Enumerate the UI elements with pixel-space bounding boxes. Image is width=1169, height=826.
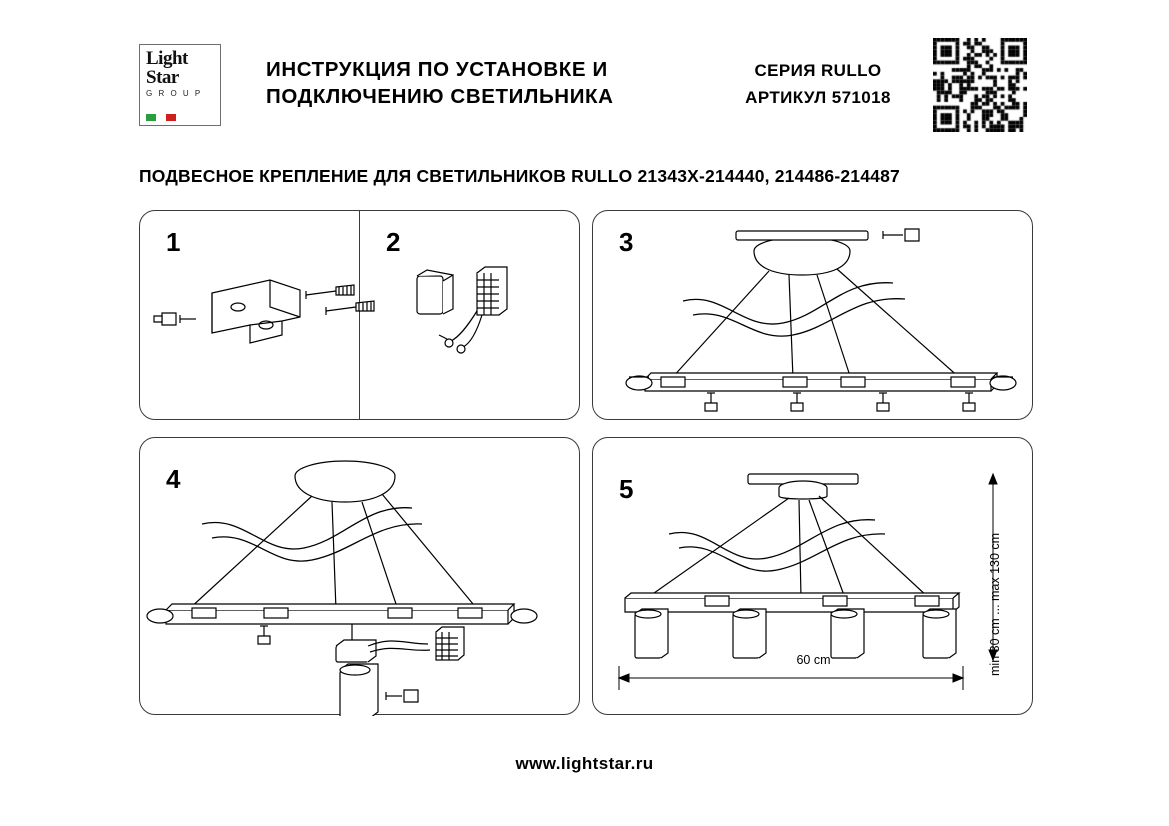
series-label: СЕРИЯ RULLO [754,61,882,80]
step-5-illustration [593,438,1034,716]
height-dimension-label-wrap [972,478,1002,678]
step-number-5: 5 [619,474,634,504]
product-identity [718,57,918,111]
step-number-3: 3 [619,227,634,257]
page-title [266,56,686,110]
italy-flag-icon [146,114,176,121]
qr-code-icon [933,38,1027,132]
step-panel-5 [592,437,1033,715]
website-footer: www.lightstar.ru [515,754,654,773]
step-number-1: 1 [166,227,181,257]
logo-text-block [146,49,214,121]
step-1-2-illustration [140,211,581,421]
step-number-2: 2 [386,227,401,257]
page-title-line-2: ПОДКЛЮЧЕНИЮ СВЕТИЛЬНИКА [266,85,614,108]
step-3-illustration [593,211,1034,421]
logo-group-word: G R O U P [146,89,203,98]
step-panel-1-2 [139,210,580,420]
logo-line-1: Light [146,48,188,69]
step-number-4: 4 [166,464,181,494]
subtitle: ПОДВЕСНОЕ КРЕПЛЕНИЕ ДЛЯ СВЕТИЛЬНИКОВ RULLO 21343X-214440, 214486-214487 [139,166,900,186]
step-panel-3 [592,210,1033,420]
step-4-illustration [140,438,581,716]
height-dimension-label: min 30 cm ... max 130 cm [988,532,1002,676]
width-dimension-label: 60 cm [796,653,831,667]
logo-line-2: Star [146,67,179,88]
brand-logo [139,44,221,126]
page-title-line-1: ИНСТРУКЦИЯ ПО УСТАНОВКЕ И [266,58,608,81]
article-label: АРТИКУЛ 571018 [745,88,891,107]
step-panel-4 [139,437,580,715]
